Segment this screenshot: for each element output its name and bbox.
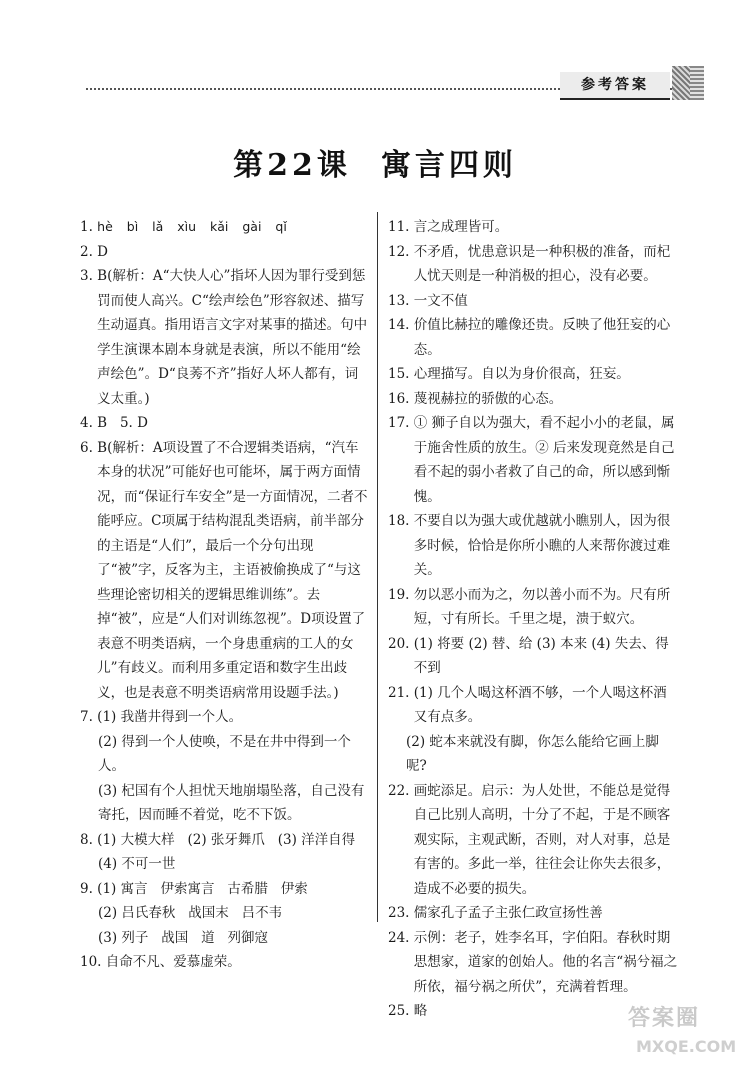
answer-14: 14. 价值比赫拉的雕像还贵。反映了他狂妄的心态。 (388, 317, 671, 358)
answer-10: 10. 自命不凡、爱慕虚荣。 (80, 954, 241, 970)
header-tab-strip-decoration (690, 66, 704, 100)
answer-7-part-3: (3) 杞国有个人担忧天地崩塌坠落，自己没有寄托，因而睡不着觉，吃不下饭。 (98, 782, 365, 823)
answer-11: 11. 言之成理皆可。 (388, 219, 509, 235)
answer-25: 25. 略 (388, 1003, 428, 1019)
lesson-title (0, 140, 750, 192)
watermark-url: MXQE.COM (636, 1037, 737, 1056)
lesson-number: 第22课 (233, 148, 351, 183)
header-tab-decoration (672, 66, 690, 100)
answer-1: 1. hè bì lǎ xìu kǎi gài qǐ (80, 219, 287, 235)
answer-8: 8. (1) 大模大样 (2) 张牙舞爪 (3) 洋洋自得 (80, 831, 356, 848)
answer-9-part-2: (2) 吕氏春秋 战国末 吕不韦 (98, 905, 283, 921)
answer-19: 19. 勿以恶小而为之，勿以善小而不为。尺有所短，寸有所长。千里之堤，溃于蚁穴。 (388, 586, 671, 627)
column-divider (377, 212, 378, 922)
answer-9-part-3: (3) 列子 战国 道 列御寇 (98, 929, 269, 946)
answer-13: 13. 一文不值 (388, 292, 468, 309)
answer-21-part-2: (2) 蛇本来就没有脚，你怎么能给它画上脚呢? (406, 733, 659, 774)
answer-2: 2. D (80, 243, 108, 260)
answer-18: 18. 不要自以为强大或优越就小瞧别人，因为很多时候，恰恰是你所小瞧的人来帮你渡过难关。 (388, 513, 671, 578)
right-column (388, 215, 678, 1024)
answer-6: 6. B(解析：A项设置了不合逻辑类语病，“汽车本身的状况”可能好也可能坏，属于两方面情况，而“保证行车安全”是一方面情况，二者不能呼应。C项属于结构混乱类语病，前半部分的主语是“人们”，最后一个分句出现了“被”字，反客为主，主语被偷换成了“与这些理论密切相关的逻辑思维训练”。去掉“被”，应是“人们对训练忽视”。D项设置了表意不明类语病，一个身患重病的工人的女儿”有歧义。而利用多重定语和数字生出歧义，也是表意不明类语病常用设题手法。) (80, 439, 368, 701)
answer-22: 22. 画蛇添足。启示：为人处世，不能总是觉得自己比别人高明，十分了不起，于是不顾客观实际，主观武断，否则，对人对事，总是有害的。多此一举，往往会让你失去很多，造成不必要的损失。 (388, 782, 671, 897)
answer-16: 16. 蔑视赫拉的骄傲的心态。 (388, 390, 563, 407)
answer-15: 15. 心理描写。自以为身价很高，狂妄。 (388, 366, 630, 382)
answer-23: 23. 儒家孔子孟子主张仁政宣扬性善 (388, 905, 603, 921)
answer-17: 17. ① 狮子自以为强大，看不起小小的老鼠，属于施舍性质的放生。② 后来发现竟然是自己看不起的弱小者救了自己的命，所以感到惭愧。 (388, 415, 675, 505)
answer-3: 3. B(解析：A“大快人心”指坏人因为罪行受到惩罚而使人高兴。C“绘声绘色”形容叙述、描写生动逼真。指用语言文字对某事的描述。句中学生演课本剧本身就是表演，所以不能用“绘声绘色”。D“良莠不齐”指好人坏人都有，词义太重。) (80, 268, 368, 407)
left-column (80, 215, 370, 975)
answer-21: 21. (1) 几个人喝这杯酒不够，一个人喝这杯酒又有点多。 (388, 684, 667, 725)
answer-9: 9. (1) 寓言 伊索寓言 古希腊 伊索 (80, 880, 308, 897)
answer-20: 20. (1) 将要 (2) 替、给 (3) 本来 (4) 失去、得不到 (388, 635, 669, 676)
answer-8-part-4: (4) 不可一世 (98, 856, 176, 872)
answer-12: 12. 不矛盾，忧患意识是一种积极的准备，而杞人忧天则是一种消极的担心，没有必要。 (388, 243, 671, 284)
answer-24: 24. 示例：老子，姓李名耳，字伯阳。春秋时期思想家，道家的创始人。他的名言“祸兮福之所依，福兮祸之所伏”，充满着哲理。 (388, 929, 678, 995)
lesson-name: 寓言四则 (380, 148, 517, 183)
answer-7-part-2: (2) 得到一个人使唤，不是在井中得到一个人。 (98, 733, 351, 774)
answer-4-5: 4. B 5. D (80, 415, 148, 431)
answer-7: 7. (1) 我凿井得到一个人。 (80, 709, 243, 725)
watermark-logo: 答案圈 (628, 1006, 701, 1031)
section-label: 参考答案 (560, 72, 670, 100)
